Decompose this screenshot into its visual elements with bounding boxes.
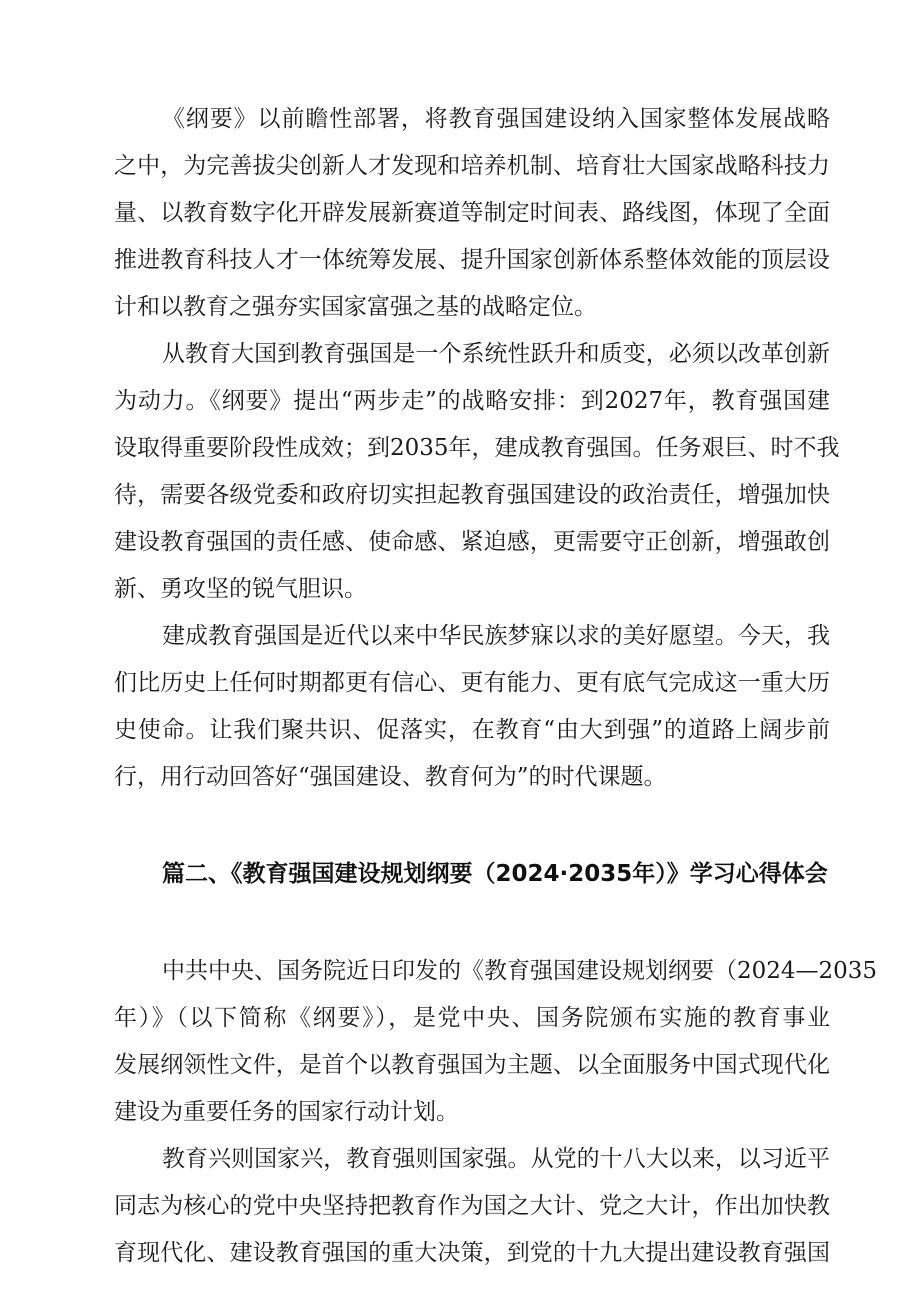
text-line: 育现代化、建设教育强国的重大决策，到党的十九大提出建设教育强国 [114,1240,830,1266]
text-line: 量、以教育数字化开辟发展新赛道等制定时间表、路线图，体现了全面 [114,200,830,226]
text-line: 史使命。让我们聚共识、促落实，在教育“由大到强”的道路上阔步前 [114,717,830,743]
text-line: 同志为核心的党中央坚持把教育作为国之大计、党之大计，作出加快教 [114,1193,830,1219]
text-line: 《纲要》以前瞻性部署，将教育强国建设纳入国家整体发展战略 [162,106,830,132]
text-line: 计和以教育之强夯实国家富强之基的战略定位。 [114,294,597,320]
text-line: 建设教育强国的责任感、使命感、紧迫感，更需要守正创新，增强敢创 [114,529,830,555]
text-line: 新、勇攻坚的锐气胆识。 [114,576,367,602]
text-line: 为动力。《纲要》提出“两步走”的战略安排：到2027年，教育强国建 [114,388,830,414]
text-line: 们比历史上任何时期都更有信心、更有能力、更有底气完成这一重大历 [114,670,830,696]
text-line: 中共中央、国务院近日印发的《教育强国建设规划纲要（2024—2035 [162,958,878,984]
text-line: 行，用行动回答好“强国建设、教育何为”的时代课题。 [114,764,667,790]
text-line: 待，需要各级党委和政府切实担起教育强国建设的政治责任，增强加快 [114,482,830,508]
text-line: 教育兴则国家兴，教育强则国家强。从党的十八大以来，以习近平 [162,1146,830,1172]
text-line: 从教育大国到教育强国是一个系统性跃升和质变，必须以改革创新 [162,341,830,367]
text-line: 年）》（以下简称《纲要》），是党中央、国务院颁布实施的教育事业 [114,1005,830,1031]
text-line: 发展纲领性文件，是首个以教育强国为主题、以全面服务中国式现代化 [114,1052,830,1078]
text-line: 推进教育科技人才一体统筹发展、提升国家创新体系整体效能的顶层设 [114,247,830,273]
text-line: 设取得重要阶段性成效；到2035年，建成教育强国。任务艰巨、时不我 [114,435,840,461]
text-line: 之中，为完善拔尖创新人才发现和培养机制、培育壮大国家战略科技力 [114,153,830,179]
text-line: 建成教育强国是近代以来中华民族梦寐以求的美好愿望。今天，我 [162,623,830,649]
text-line: 建设为重要任务的国家行动计划。 [114,1099,459,1125]
section-heading: 篇二、《教育强国建设规划纲要（2024·2035年）》学习心得体会 [162,861,828,887]
